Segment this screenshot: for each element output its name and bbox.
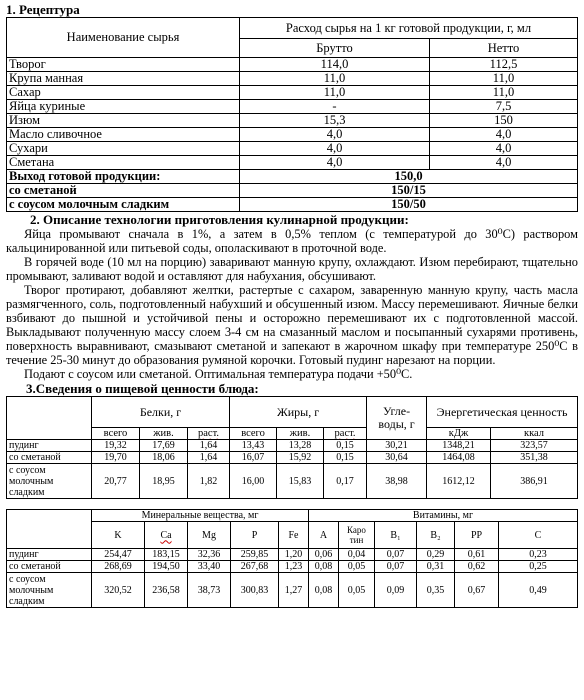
col-usage-header: Расход сырья на 1 кг готовой продукции, г, мл bbox=[240, 18, 578, 39]
table-row: Творог 114,0 112,5 bbox=[7, 58, 578, 72]
minerals-header: Минеральные вещества, мг bbox=[92, 510, 309, 522]
tech-paragraph: Яйца промывают сначала в 1%, а затем в 0,5% теплом (с температурой до 30⁰С) раствором кальцинированной или питьевой соды, ополаскивают в проточной воде. bbox=[6, 227, 578, 255]
tech-title: 2. Описание технологии приготовления кулинарной продукции: bbox=[30, 212, 409, 227]
table-row: пудинг 254,47 183,15 32,36 259,85 1,20 0,06 0,04 0,07 0,29 0,61 0,23 bbox=[7, 549, 578, 561]
table-row: с соусом молочным сладким 320,52 236,58 38,73 300,83 1,27 0,08 0,05 0,09 0,35 0,67 0,49 bbox=[7, 573, 578, 608]
table-row: со сметаной 268,69 194,50 33,40 267,68 1,23 0,08 0,05 0,07 0,31 0,62 0,25 bbox=[7, 561, 578, 573]
table-row: Масло сливочное 4,0 4,0 bbox=[7, 128, 578, 142]
recipe-table bbox=[6, 17, 578, 212]
protein-header: Белки, г bbox=[92, 397, 230, 428]
energy-header: Энергетическая ценность bbox=[427, 397, 578, 428]
nutrition-table: Белки, г Жиры, г Угле-воды, г Энергетическая ценность всего жив. раст. всего жив. раст. кДж ккал пудинг 19,32 17,69 1,64 13,43 13,28 0,15 30,21 1348,21 323,57 со сметаной 19,70 18,06 1,64 16,07 15,92 0,15 30,64 1464,08 351,38 с соусом молочным сладким 20,77 18,95 1,82 16,00 15,83 0,17 38,98 1612,12 386,91 bbox=[6, 396, 578, 499]
tech-description bbox=[6, 227, 578, 381]
table-row: Изюм 15,3 150 bbox=[7, 114, 578, 128]
col-net-header: Нетто bbox=[430, 39, 578, 58]
recipe-title: 1. Рецептура bbox=[6, 2, 80, 17]
nutrition-title: 3.Сведения о пищевой ценности блюда: bbox=[26, 381, 259, 396]
yield-row: со сметаной 150/15 bbox=[7, 184, 578, 198]
table-row: Яйца куриные - 7,5 bbox=[7, 100, 578, 114]
minerals-table: Минеральные вещества, мг Витамины, мг K Ca Mg P Fe A Каро тин B₁ B₂ PP C пудинг 254,47 183,15 32,36 259,85 1,20 0,06 0,04 0,07 0,29 0,61 0,23 со сметаной 268,69 194,50 33,40 267,68 1,23 0,08 0,05 0,07 0,31 0,62 0,25 с соусом молочным сладким 320,52 236,58 38,73 300,83 1,27 0,08 0,05 0,09 0,35 0,67 0,49 bbox=[6, 509, 578, 608]
carb-header: Угле-воды, г bbox=[367, 397, 427, 440]
yield-row: с соусом молочным сладким 150/50 bbox=[7, 198, 578, 212]
vitamins-header: Витамины, мг bbox=[309, 510, 578, 522]
table-row: со сметаной 19,70 18,06 1,64 16,07 15,92 0,15 30,64 1464,08 351,38 bbox=[7, 452, 578, 464]
col-gross-header: Брутто bbox=[240, 39, 430, 58]
tech-paragraph: Подают с соусом или сметаной. Оптимальная температура подачи +50⁰С. bbox=[24, 367, 413, 381]
table-row: Крупа манная 11,0 11,0 bbox=[7, 72, 578, 86]
yield-row: Выход готовой продукции: 150,0 bbox=[7, 170, 578, 184]
table-row: Сахар 11,0 11,0 bbox=[7, 86, 578, 100]
table-row: пудинг 19,32 17,69 1,64 13,43 13,28 0,15 30,21 1348,21 323,57 bbox=[7, 440, 578, 452]
tech-paragraph: Творог протирают, добавляют желтки, растертые с сахаром, заваренную манную крупу, часть масла размягченного, соль, подготовленный набухший и обсушенный изюм. Массу перемешивают. Яичные белки взбивают до пышной и устойчивой пены и осторожно перемешивают их с подготовленной массой. Выкладывают полученную массу слоем 3-4 см на смазанный маслом и посыпанный сухарями противень, поверхность выравнивают, смазывают сметаной и запекают в жарочном шкафу при температуре 250⁰С в течение 25-30 минут до образования румяной корочки. Готовый пудинг нарезают на порции. bbox=[6, 283, 578, 367]
col-name-header: Наименование сырья bbox=[7, 18, 240, 58]
table-row: с соусом молочным сладким 20,77 18,95 1,82 16,00 15,83 0,17 38,98 1612,12 386,91 bbox=[7, 464, 578, 499]
table-row: Сметана 4,0 4,0 bbox=[7, 156, 578, 170]
table-row: Сухари 4,0 4,0 bbox=[7, 142, 578, 156]
tech-paragraph: В горячей воде (10 мл на порцию) заваривают манную крупу, охлаждают. Изюм перебирают, тщательно промывают, заливают водой и оставляют для набухания, обсушивают. bbox=[6, 255, 578, 283]
fat-header: Жиры, г bbox=[230, 397, 367, 428]
